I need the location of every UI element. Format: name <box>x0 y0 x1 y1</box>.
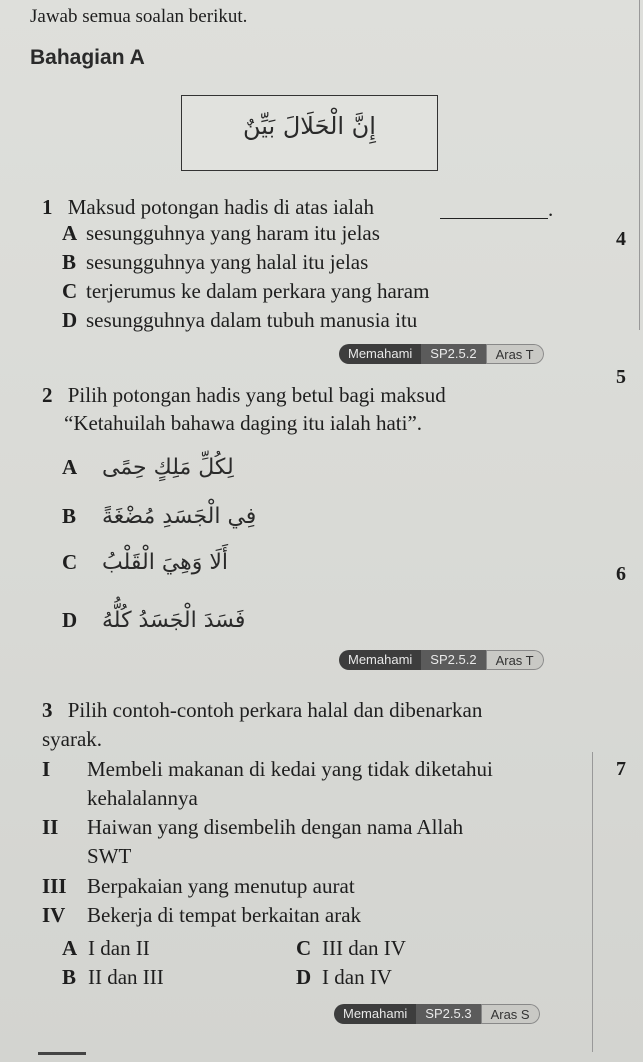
instruction-text: Jawab semua soalan berikut. <box>30 6 248 27</box>
tag-level: Memahami <box>339 650 421 670</box>
option-arabic: لِكُلِّ مَلِكٍ حِمًى <box>102 455 234 480</box>
section-title: Bahagian A <box>30 46 145 69</box>
roman-numeral: IV <box>42 903 66 927</box>
q1-option-b[interactable] <box>62 250 368 275</box>
question-text-line-1: Pilih contoh-contoh perkara halal dan dibenarkan <box>67 698 483 722</box>
margin-rule <box>639 0 640 330</box>
statement-text-cont: SWT <box>87 844 132 868</box>
q2-option-c[interactable] <box>62 550 228 575</box>
margin-number: 7 <box>616 758 626 780</box>
margin-number: 6 <box>616 563 626 585</box>
statement-text: Membeli makanan di kedai yang tidak diketahui <box>87 757 493 781</box>
answer-blank <box>440 218 548 219</box>
roman-numeral: I <box>42 757 51 781</box>
tag-aras: Aras S <box>481 1004 540 1024</box>
option-arabic: فَسَدَ الْجَسَدُ كُلُّهُ <box>102 608 246 633</box>
statement-ii <box>42 815 463 840</box>
question-3 <box>42 698 482 723</box>
margin-rule <box>592 752 593 1052</box>
option-text: III dan IV <box>322 936 406 960</box>
statement-iii <box>42 874 355 899</box>
q1-option-a[interactable] <box>62 221 380 246</box>
question-text: Maksud potongan hadis di atas ialah <box>67 195 374 219</box>
skill-tag <box>339 344 544 364</box>
tag-aras: Aras T <box>486 344 544 364</box>
option-label: D <box>62 308 78 332</box>
q3-option-c[interactable] <box>296 936 406 961</box>
q3-option-d[interactable] <box>296 965 392 990</box>
option-label: C <box>296 936 312 960</box>
hadith-box <box>181 95 438 171</box>
option-label: D <box>62 608 78 632</box>
option-label: D <box>296 965 312 989</box>
option-label: B <box>62 965 77 989</box>
question-number: 1 <box>42 195 53 219</box>
question-number: 2 <box>42 383 53 407</box>
q2-option-b[interactable] <box>62 504 256 529</box>
option-label: A <box>62 455 78 479</box>
question-text-line-1: Pilih potongan hadis yang betul bagi maksud <box>67 383 446 407</box>
skill-tag <box>334 1004 540 1024</box>
option-label: B <box>62 504 77 528</box>
q1-option-d[interactable] <box>62 308 417 333</box>
statement-text: Bekerja di tempat berkaitan arak <box>87 903 362 927</box>
question-text-line-2: “Ketahuilah bahawa daging itu ialah hati”. <box>64 411 423 435</box>
question-number: 3 <box>42 698 53 722</box>
tag-code: SP2.5.3 <box>416 1004 480 1024</box>
roman-numeral: II <box>42 815 59 839</box>
q1-option-c[interactable] <box>62 279 429 304</box>
option-arabic: أَلَا وَهِيَ الْقَلْبُ <box>102 550 229 575</box>
page-edge-mark <box>38 1052 86 1055</box>
option-text: sesungguhnya yang haram itu jelas <box>86 221 380 245</box>
statement-text: Berpakaian yang menutup aurat <box>87 874 355 898</box>
option-label: C <box>62 279 78 303</box>
statement-text-cont: kehalalannya <box>87 786 198 810</box>
tag-level: Memahami <box>334 1004 416 1024</box>
option-text: II dan III <box>88 965 164 989</box>
option-text: sesungguhnya yang halal itu jelas <box>86 250 369 274</box>
q2-option-a[interactable] <box>62 455 234 480</box>
end-mark: . <box>548 197 554 221</box>
q3-option-a[interactable] <box>62 936 150 961</box>
option-text: terjerumus ke dalam perkara yang haram <box>86 279 430 303</box>
statement-text: Haiwan yang disembelih dengan nama Allah <box>87 815 464 839</box>
skill-tag <box>339 650 544 670</box>
statement-i <box>42 757 493 782</box>
tag-code: SP2.5.2 <box>421 344 485 364</box>
question-2 <box>42 383 446 408</box>
option-text: sesungguhnya dalam tubuh manusia itu <box>86 308 418 332</box>
option-arabic: فِي الْجَسَدِ مُضْغَةً <box>102 504 257 529</box>
option-text: I dan IV <box>322 965 392 989</box>
hadith-text: إِنَّ الْحَلَالَ بَيِّنٌ <box>243 112 376 140</box>
option-label: A <box>62 936 78 960</box>
option-label: A <box>62 221 78 245</box>
question-1 <box>42 195 374 220</box>
margin-number: 5 <box>616 366 626 388</box>
margin-number: 4 <box>616 228 626 250</box>
q2-option-d[interactable] <box>62 608 245 633</box>
roman-numeral: III <box>42 874 67 898</box>
option-label: B <box>62 250 77 274</box>
statement-iv <box>42 903 361 928</box>
tag-level: Memahami <box>339 344 421 364</box>
question-text-line-2: syarak. <box>42 727 103 751</box>
tag-code: SP2.5.2 <box>421 650 485 670</box>
q3-option-b[interactable] <box>62 965 164 990</box>
option-label: C <box>62 550 78 574</box>
tag-aras: Aras T <box>486 650 544 670</box>
option-text: I dan II <box>88 936 150 960</box>
